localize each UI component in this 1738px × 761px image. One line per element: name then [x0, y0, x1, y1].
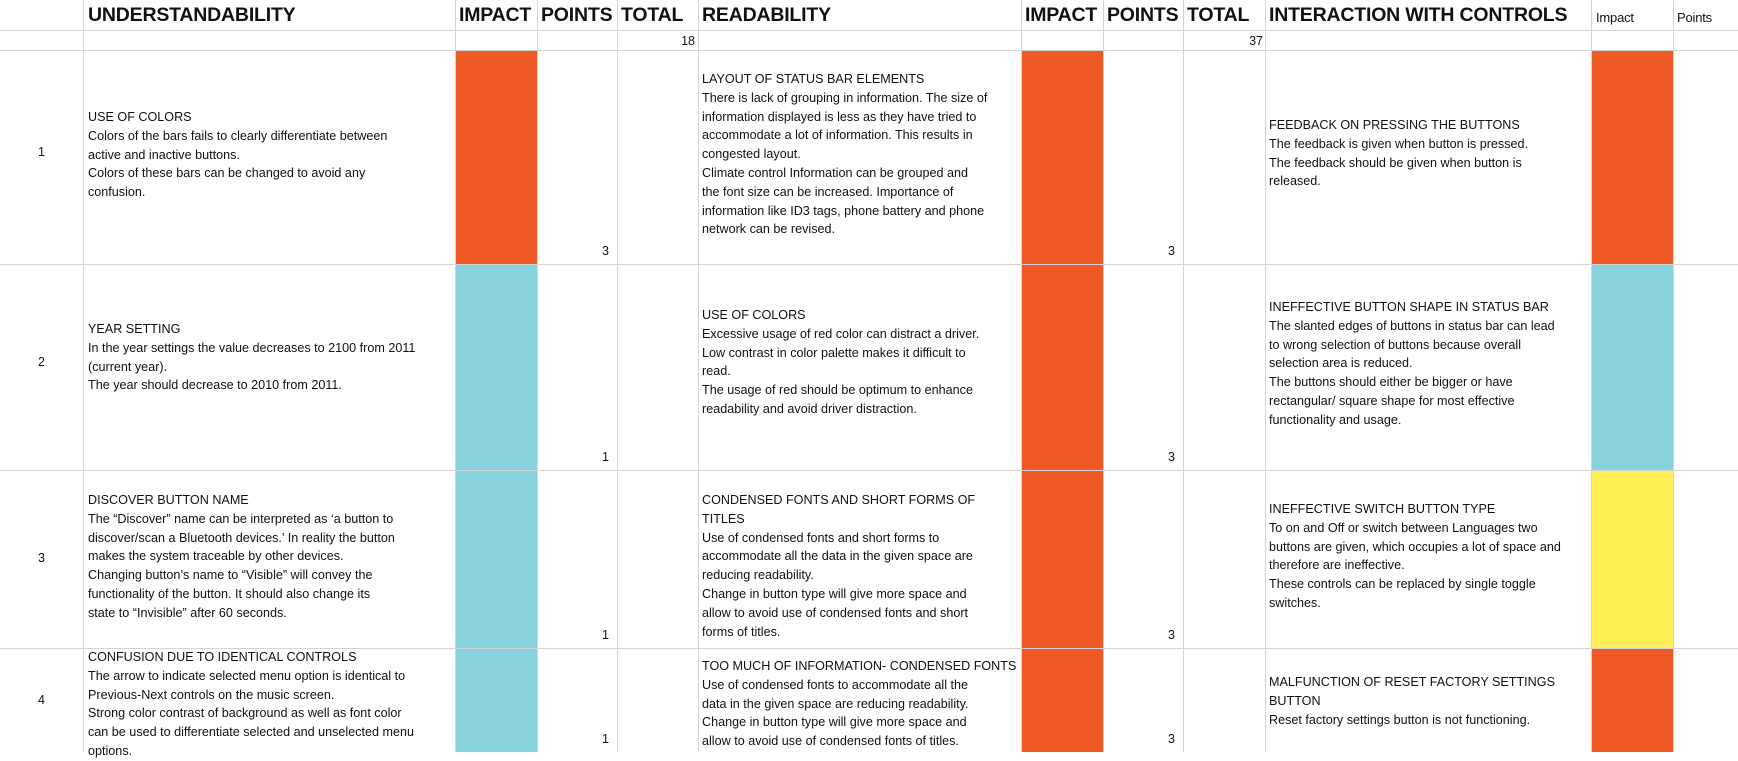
issue-text-line: can be used to differentiate selected and unselected menu: [88, 725, 415, 740]
readability-points[interactable]: 3: [1168, 450, 1175, 464]
issue-text-line: allow to avoid use of condensed fonts and short: [702, 605, 969, 620]
issue-text-line: Change in button type will give more space and: [702, 715, 967, 730]
issue-text-line: functionality of the button. It should also change its: [88, 586, 371, 601]
header-total-1[interactable]: TOTAL: [621, 4, 684, 26]
readability-points[interactable]: 3: [1168, 244, 1175, 258]
header-readability[interactable]: READABILITY: [702, 4, 831, 26]
issue-title: USE OF COLORS: [88, 110, 192, 124]
issue-text-line: network can be revised.: [702, 222, 836, 237]
issue-text-line: The year should decrease to 2010 from 2011.: [88, 378, 342, 393]
issue-text-line: Colors of the bars fails to clearly differentiate between: [88, 128, 388, 143]
row-number[interactable]: 2: [38, 355, 45, 369]
issue-title: YEAR SETTING: [88, 322, 181, 336]
readability-issue[interactable]: [702, 70, 1020, 239]
issue-text-line: Climate control Information can be grouped and: [702, 165, 969, 180]
issue-title: USE OF COLORS: [702, 308, 806, 322]
issue-text-line: allow to avoid use of condensed fonts of titles.: [702, 734, 959, 749]
impact-fill-u-2: [455, 264, 537, 470]
understandability-points[interactable]: 3: [602, 244, 609, 258]
issue-text-line: The “Discover” name can be interpreted as ‘a button to: [88, 511, 394, 526]
issue-text-line: active and inactive buttons.: [88, 147, 240, 162]
col-divider: [1103, 0, 1104, 752]
issue-text-line: released.: [1269, 174, 1321, 189]
header-interaction[interactable]: INTERACTION WITH CONTROLS: [1269, 4, 1568, 26]
readability-issue[interactable]: [702, 657, 1020, 751]
issue-title: TOO MUCH OF INFORMATION- CONDENSED FONTS: [702, 659, 1017, 673]
interaction-issue[interactable]: [1269, 673, 1591, 729]
header-points-2[interactable]: POINTS: [1107, 4, 1179, 26]
issue-text-line: Reset factory settings button is not functioning.: [1269, 712, 1531, 727]
issue-text-line: options.: [88, 743, 133, 758]
issue-text-line: data in the given space are reducing readability.: [702, 696, 969, 711]
issue-text-line: The feedback is given when button is pressed.: [1269, 136, 1529, 151]
impact-fill-i-2: [1591, 264, 1673, 470]
issue-text-line: selection area is reduced.: [1269, 356, 1413, 371]
issue-text-line: discover/scan a Bluetooth devices.’ In reality the button: [88, 530, 395, 545]
understandability-issue[interactable]: [88, 491, 453, 623]
col-divider: [537, 0, 538, 752]
understandability-issue[interactable]: [88, 320, 453, 395]
understandability-issue[interactable]: [88, 108, 453, 202]
col-divider: [83, 0, 84, 752]
col-divider: [455, 0, 456, 752]
issue-text-line: To on and Off or switch between Languages two: [1269, 520, 1538, 535]
issue-text-line: congested layout.: [702, 147, 801, 162]
issue-text-line: state to “Invisible” after 60 seconds.: [88, 605, 287, 620]
total-value-1[interactable]: 18: [681, 34, 695, 48]
issue-text-line: accommodate all the data in the given space are: [702, 549, 973, 564]
header-impact-1[interactable]: IMPACT: [459, 4, 532, 26]
issue-text-line: to wrong selection of buttons because overall: [1269, 337, 1522, 352]
issue-text-line: The usage of red should be optimum to enhance: [702, 383, 973, 398]
total-value-2[interactable]: 37: [1249, 34, 1263, 48]
issue-text-line: Low contrast in color palette makes it difficult to: [702, 345, 966, 360]
issue-text-line: In the year settings the value decreases to 2100 from 2011: [88, 340, 416, 355]
row-number[interactable]: 4: [38, 693, 45, 707]
col-divider: [1021, 0, 1022, 752]
issue-text-line: Change in button type will give more space and: [702, 586, 967, 601]
issue-text-line: accommodate a lot of information. This results in: [702, 128, 973, 143]
issue-text-line: functionality and usage.: [1269, 412, 1402, 427]
header-impact-3[interactable]: Impact: [1596, 10, 1634, 25]
readability-issue[interactable]: [702, 306, 1020, 419]
impact-fill-i-1: [1591, 51, 1673, 264]
issue-text-line: Use of condensed fonts and short forms to: [702, 530, 940, 545]
col-divider: [1265, 0, 1266, 752]
issue-title: LAYOUT OF STATUS BAR ELEMENTS: [702, 72, 925, 86]
understandability-points[interactable]: 1: [602, 732, 609, 746]
header-impact-2[interactable]: IMPACT: [1025, 4, 1098, 26]
row-number[interactable]: 1: [38, 145, 45, 159]
issue-text-line: switches.: [1269, 595, 1321, 610]
header-points-1[interactable]: POINTS: [541, 4, 613, 26]
impact-fill-r-1: [1021, 51, 1103, 264]
header-understandability[interactable]: UNDERSTANDABILITY: [88, 4, 296, 26]
header-total-2[interactable]: TOTAL: [1187, 4, 1250, 26]
row-divider: [0, 50, 1738, 51]
issue-text-line: Use of condensed fonts to accommodate all the: [702, 677, 969, 692]
issue-text-line: buttons are given, which occupies a lot of space and: [1269, 539, 1561, 554]
issue-title: CONDENSED FONTS AND SHORT FORMS OF TITLES: [702, 493, 976, 526]
issue-text-line: the font size can be increased. Importance of: [702, 184, 954, 199]
issue-title: FEEDBACK ON PRESSING THE BUTTONS: [1269, 118, 1520, 132]
issue-text-line: rectangular/ square shape for most effective: [1269, 393, 1515, 408]
readability-issue[interactable]: [702, 491, 1020, 641]
col-divider: [698, 0, 699, 752]
impact-fill-i-3: [1591, 470, 1673, 648]
issue-text-line: BUTTON: [1269, 693, 1321, 708]
row-divider: [0, 470, 1738, 471]
issue-text-line: reducing readability.: [702, 568, 814, 583]
issue-text-line: Strong color contrast of background as well as font color: [88, 706, 402, 721]
col-divider: [617, 0, 618, 752]
issue-text-line: read.: [702, 364, 731, 379]
issue-text-line: The feedback should be given when button is: [1269, 155, 1522, 170]
impact-fill-u-1: [455, 51, 537, 264]
issue-text-line: The buttons should either be bigger or have: [1269, 375, 1513, 390]
issue-title: DISCOVER BUTTON NAME: [88, 493, 249, 507]
row-number[interactable]: 3: [38, 551, 45, 565]
impact-fill-u-3: [455, 470, 537, 648]
understandability-points[interactable]: 1: [602, 628, 609, 642]
issue-text-line: (current year).: [88, 359, 168, 374]
issue-title: MALFUNCTION OF RESET FACTORY SETTINGS: [1269, 675, 1555, 689]
readability-points[interactable]: 3: [1168, 732, 1175, 746]
issue-text-line: These controls can be replaced by single toggle: [1269, 577, 1536, 592]
issue-text-line: Colors of these bars can be changed to avoid any: [88, 166, 366, 181]
row-divider: [0, 264, 1738, 265]
issue-text-line: There is lack of grouping in information. The size of: [702, 90, 988, 105]
impact-fill-i-4: [1591, 648, 1673, 752]
impact-fill-u-4: [455, 648, 537, 752]
issue-text-line: Previous-Next controls on the music screen.: [88, 687, 335, 702]
issue-title: CONFUSION DUE TO IDENTICAL CONTROLS: [88, 650, 357, 664]
col-divider: [1591, 0, 1592, 752]
issue-text-line: makes the system traceable by other devices.: [88, 549, 344, 564]
understandability-issue[interactable]: [88, 648, 453, 761]
readability-points[interactable]: 3: [1168, 628, 1175, 642]
col-divider: [1673, 0, 1674, 752]
issue-text-line: The arrow to indicate selected menu option is identical to: [88, 668, 406, 683]
issue-text-line: readability and avoid driver distraction.: [702, 401, 917, 416]
header-points-3[interactable]: Points: [1677, 10, 1712, 25]
impact-fill-r-4: [1021, 648, 1103, 752]
issue-title: INEFFECTIVE BUTTON SHAPE IN STATUS BAR: [1269, 300, 1549, 314]
impact-fill-r-2: [1021, 264, 1103, 470]
issue-text-line: The slanted edges of buttons in status bar can lead: [1269, 318, 1555, 333]
issue-text-line: Excessive usage of red color can distract a driver.: [702, 326, 980, 341]
issue-title: INEFFECTIVE SWITCH BUTTON TYPE: [1269, 502, 1496, 516]
issue-text-line: Changing button’s name to “Visible” will convey the: [88, 568, 373, 583]
issue-text-line: therefore are ineffective.: [1269, 558, 1405, 573]
impact-fill-r-3: [1021, 470, 1103, 648]
issue-text-line: information displayed is less as they have tried to: [702, 109, 977, 124]
issue-text-line: information like ID3 tags, phone battery and phone: [702, 203, 985, 218]
issue-text-line: forms of titles.: [702, 624, 781, 639]
interaction-issue[interactable]: [1269, 500, 1591, 613]
understandability-points[interactable]: 1: [602, 450, 609, 464]
interaction-issue[interactable]: [1269, 298, 1591, 430]
col-divider: [1183, 0, 1184, 752]
issue-text-line: confusion.: [88, 185, 146, 200]
interaction-issue[interactable]: [1269, 116, 1591, 191]
